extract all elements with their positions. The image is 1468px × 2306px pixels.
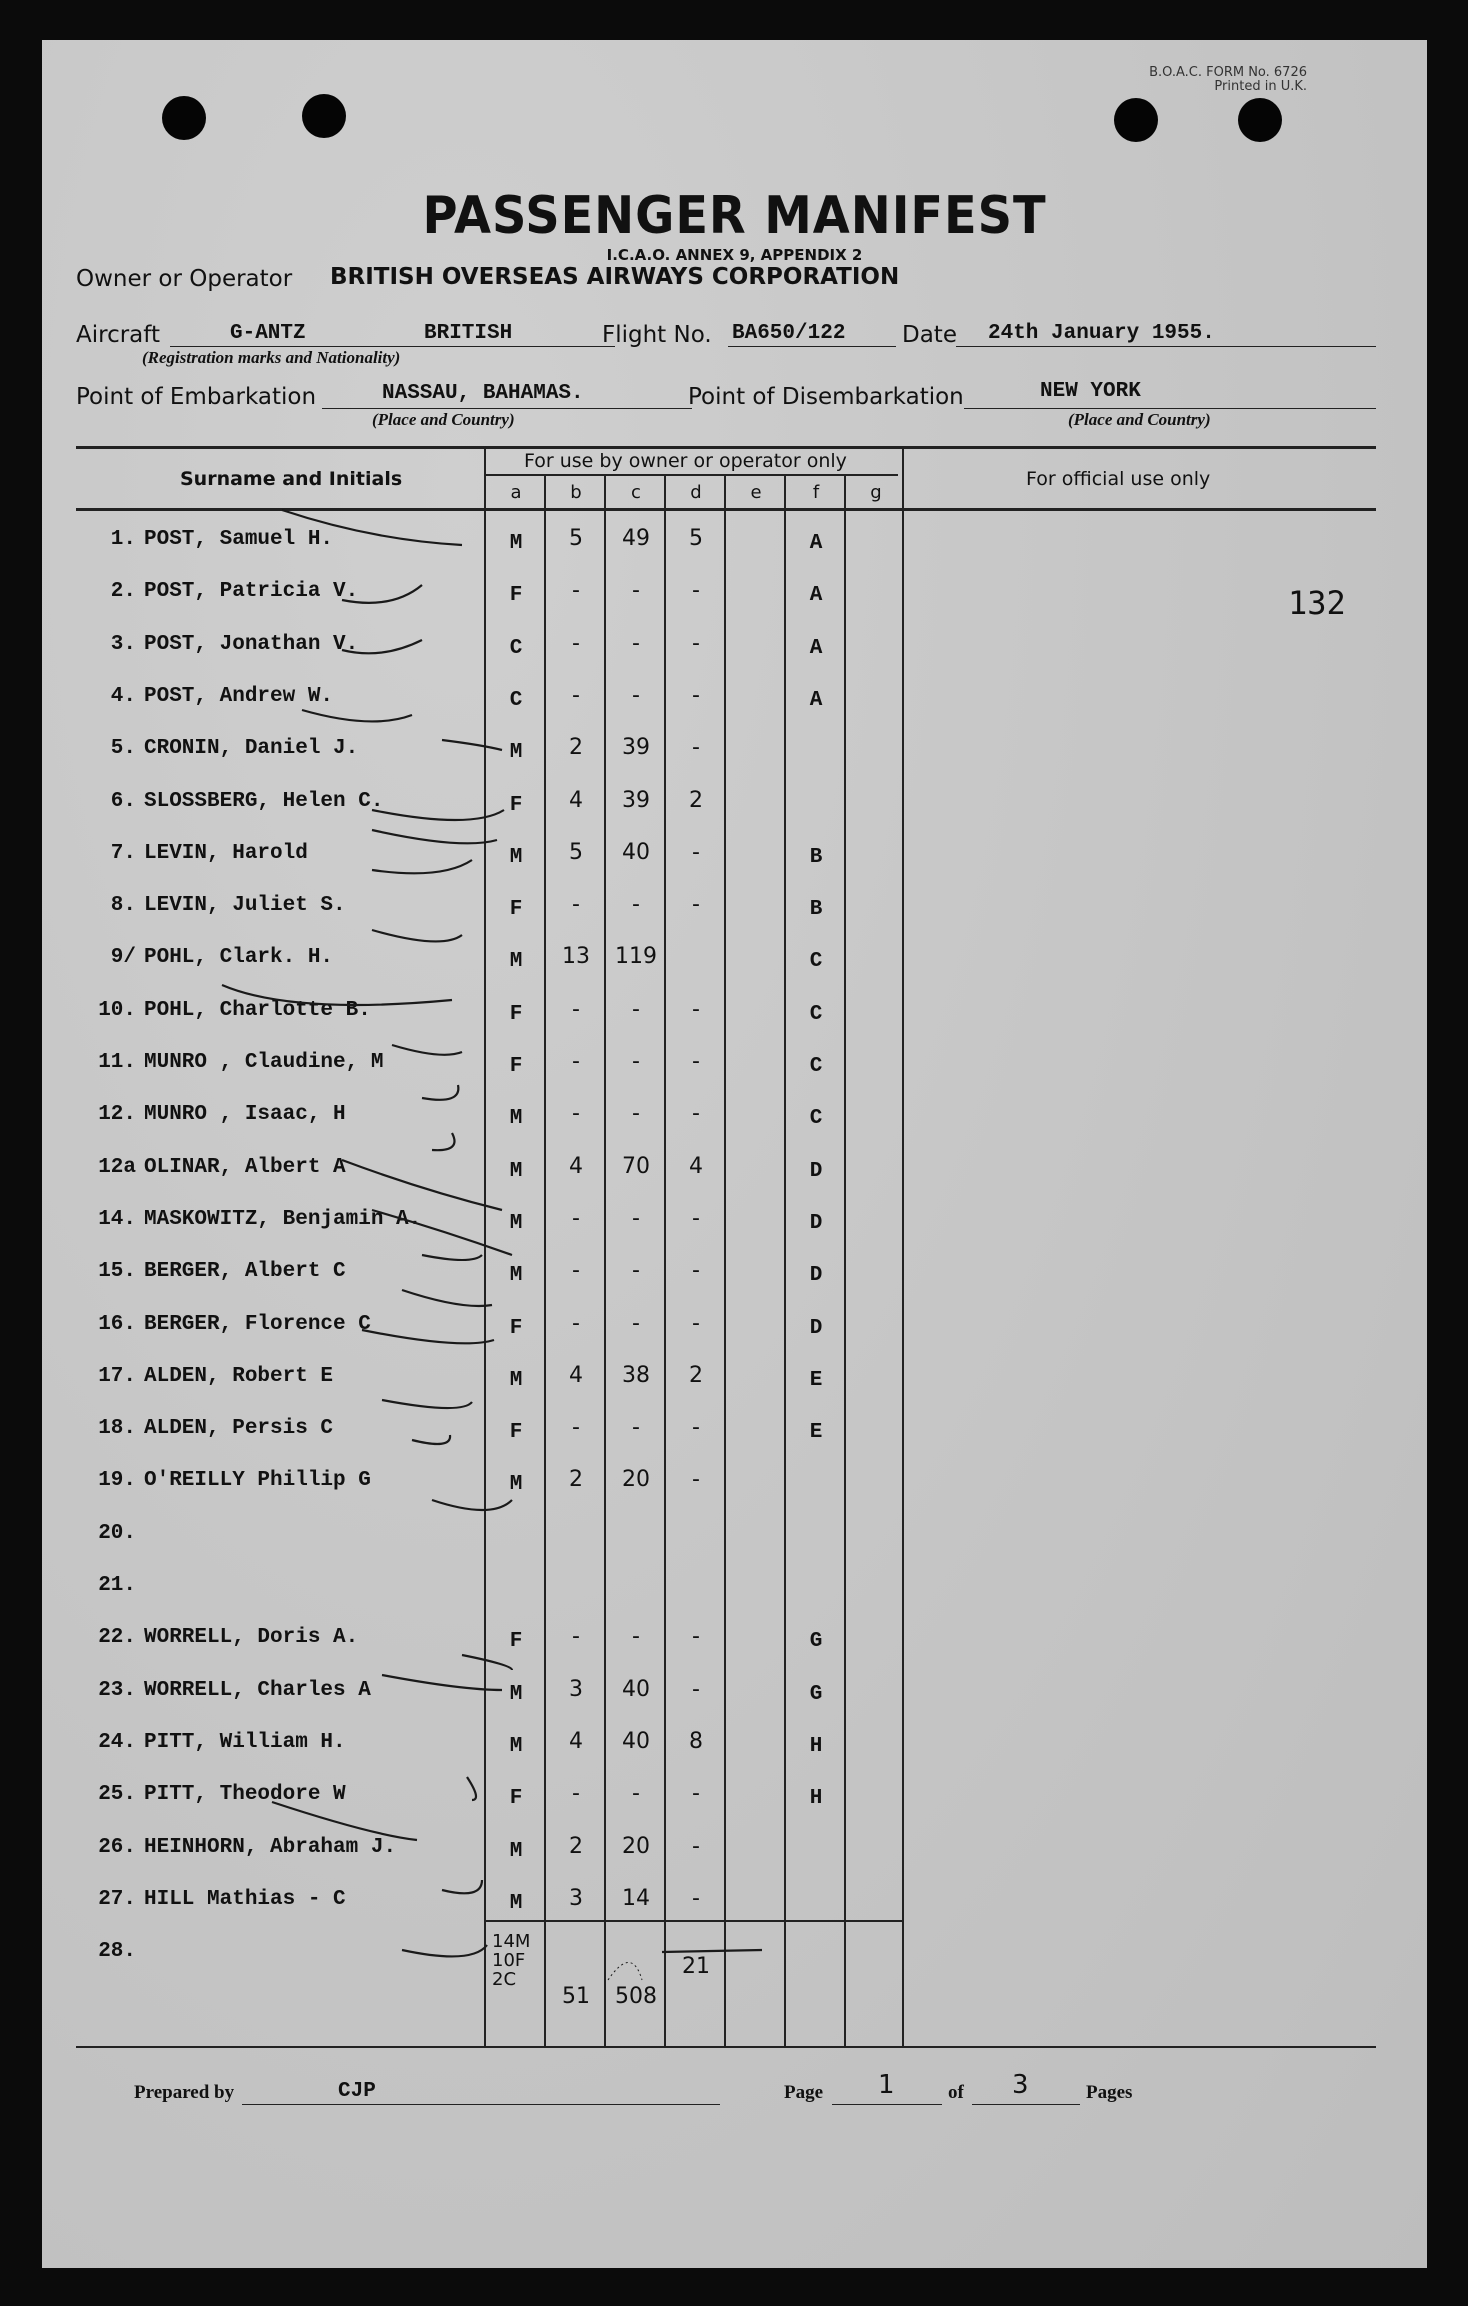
cell-a: F xyxy=(509,1787,523,1810)
page-label: Page xyxy=(784,2082,824,2103)
cell-d: - xyxy=(692,1258,700,1283)
form-number: B.O.A.C. FORM No. 6726 Printed in U.K. xyxy=(1149,65,1307,94)
cell-a: M xyxy=(509,1735,523,1758)
row-number: 21. xyxy=(98,1574,136,1597)
cell-f: C xyxy=(809,1003,823,1026)
passenger-name: MUNRO , Claudine, M xyxy=(144,1051,384,1074)
official-use-number: 132 xyxy=(1288,584,1346,622)
passenger-name: WORRELL, Charles A xyxy=(144,1679,371,1702)
cell-c: - xyxy=(632,1415,640,1440)
cell-a: F xyxy=(509,1421,523,1444)
cell-a: M xyxy=(509,1683,523,1706)
cell-b: - xyxy=(572,1101,580,1126)
cell-b: 2 xyxy=(569,735,583,760)
cell-a: M xyxy=(509,1473,523,1496)
cell-d: 2 xyxy=(689,788,703,813)
cell-a: M xyxy=(509,1160,523,1183)
cell-f: H xyxy=(809,1787,823,1810)
flight-number: BA650/122 xyxy=(732,322,846,345)
cell-c: 20 xyxy=(622,1834,650,1859)
row-number: 14. xyxy=(98,1208,136,1231)
cell-b: - xyxy=(572,631,580,656)
cell-c: 40 xyxy=(622,840,650,865)
cell-f: E xyxy=(809,1369,823,1392)
cell-f: C xyxy=(809,950,823,973)
owner-value: BRITISH OVERSEAS AIRWAYS CORPORATION xyxy=(330,264,900,290)
row-number: 28. xyxy=(98,1940,136,1963)
column-d-header: d xyxy=(690,482,702,503)
passenger-name: POST, Patricia V. xyxy=(144,580,359,603)
column-g-header: g xyxy=(870,482,882,503)
cell-a: M xyxy=(509,950,523,973)
pages-label: Pages xyxy=(1086,2082,1133,2103)
cell-c: - xyxy=(632,1101,640,1126)
prepared-by-value: CJP xyxy=(338,2080,376,2103)
cell-c: - xyxy=(632,1258,640,1283)
cell-f: C xyxy=(809,1055,823,1078)
row-number: 6. xyxy=(110,790,136,813)
cell-d: - xyxy=(692,892,700,917)
cell-c: 119 xyxy=(615,944,657,969)
passenger-name: POST, Andrew W. xyxy=(144,685,334,708)
cell-a: C xyxy=(509,689,523,712)
cell-c: 70 xyxy=(622,1154,650,1179)
row-number: 19. xyxy=(98,1469,136,1492)
passenger-name: LEVIN, Harold xyxy=(144,842,308,865)
cell-b: 5 xyxy=(569,526,583,551)
row-number: 8. xyxy=(110,894,136,917)
cell-b: - xyxy=(572,578,580,603)
row-number: 25. xyxy=(98,1783,136,1806)
cell-a: F xyxy=(509,794,523,817)
row-number: 1. xyxy=(110,528,136,551)
cell-d: - xyxy=(692,997,700,1022)
passenger-name: BERGER, Florence C xyxy=(144,1313,371,1336)
cell-d: 8 xyxy=(689,1729,703,1754)
cell-b: - xyxy=(572,892,580,917)
cell-b: - xyxy=(572,1206,580,1231)
cell-d: - xyxy=(692,1624,700,1649)
row-number: 12. xyxy=(98,1103,136,1126)
cell-c: - xyxy=(632,1311,640,1336)
cell-f: H xyxy=(809,1735,823,1758)
surname-header: Surname and Initials xyxy=(180,468,403,490)
registration-note: (Registration marks and Nationality) xyxy=(142,348,401,367)
handwritten-tick-marks xyxy=(42,40,1427,2268)
cell-d: - xyxy=(692,840,700,865)
cell-d: - xyxy=(692,735,700,760)
embarkation-value: NASSAU, BAHAMAS. xyxy=(382,382,584,405)
passenger-name: HILL Mathias - C xyxy=(144,1888,346,1911)
cell-d: - xyxy=(692,1311,700,1336)
passenger-name: OLINAR, Albert A xyxy=(144,1156,346,1179)
column-b-header: b xyxy=(570,482,582,503)
row-number: 27. xyxy=(98,1888,136,1911)
cell-f: G xyxy=(809,1630,823,1653)
row-number: 23. xyxy=(98,1679,136,1702)
row-number: 20. xyxy=(98,1522,136,1545)
cell-b: 5 xyxy=(569,840,583,865)
cell-b: 13 xyxy=(562,944,590,969)
owner-label: Owner or Operator xyxy=(76,266,293,292)
cell-f: A xyxy=(809,637,823,660)
row-number: 11. xyxy=(98,1051,136,1074)
cell-c: 39 xyxy=(622,788,650,813)
disembarkation-value: NEW YORK xyxy=(1040,380,1141,403)
cell-d: - xyxy=(692,1049,700,1074)
cell-f: D xyxy=(809,1212,823,1235)
row-number: 24. xyxy=(98,1731,136,1754)
passenger-name: POST, Jonathan V. xyxy=(144,633,359,656)
passenger-name: MUNRO , Isaac, H xyxy=(144,1103,346,1126)
column-a-header: a xyxy=(510,482,522,503)
cell-b: 4 xyxy=(569,1729,583,1754)
cell-b: - xyxy=(572,1781,580,1806)
cell-f: B xyxy=(809,898,823,921)
row-number: 18. xyxy=(98,1417,136,1440)
cell-f: A xyxy=(809,532,823,555)
cell-c: - xyxy=(632,683,640,708)
flight-label: Flight No. xyxy=(602,322,712,348)
cell-c: - xyxy=(632,578,640,603)
cell-a: M xyxy=(509,1212,523,1235)
passenger-name: HEINHORN, Abraham J. xyxy=(144,1836,397,1859)
cell-a: M xyxy=(509,1107,523,1130)
of-label: of xyxy=(948,2082,964,2103)
operator-use-header: For use by owner or operator only xyxy=(524,450,847,472)
row-number: 4. xyxy=(110,685,136,708)
row-number: 17. xyxy=(98,1365,136,1388)
cell-f: A xyxy=(809,584,823,607)
aircraft-registration: G-ANTZ xyxy=(230,322,306,345)
cell-a: M xyxy=(509,1369,523,1392)
cell-d: 4 xyxy=(689,1154,703,1179)
cell-b: 3 xyxy=(569,1677,583,1702)
column-e-header: e xyxy=(750,482,762,503)
cell-f: C xyxy=(809,1107,823,1130)
cell-a: F xyxy=(509,584,523,607)
passenger-name: O'REILLY Phillip G xyxy=(144,1469,371,1492)
row-number: 15. xyxy=(98,1260,136,1283)
cell-a: M xyxy=(509,532,523,555)
cell-d: - xyxy=(692,683,700,708)
row-number: 16. xyxy=(98,1313,136,1336)
row-number: 10. xyxy=(98,999,136,1022)
row-number: 22. xyxy=(98,1626,136,1649)
row-number: 5. xyxy=(110,737,136,760)
total-c: 508 xyxy=(615,1984,657,2009)
cell-f: G xyxy=(809,1683,823,1706)
embarkation-note: (Place and Country) xyxy=(372,410,515,429)
passenger-name: SLOSSBERG, Helen C. xyxy=(144,790,384,813)
total-d: 21 xyxy=(682,1954,710,1979)
cell-d: - xyxy=(692,1886,700,1911)
cell-f: A xyxy=(809,689,823,712)
cell-c: - xyxy=(632,631,640,656)
embarkation-label: Point of Embarkation xyxy=(76,384,317,410)
official-use-header: For official use only xyxy=(1026,468,1211,490)
cell-c: 40 xyxy=(622,1677,650,1702)
cell-a: M xyxy=(509,1892,523,1915)
cell-a: M xyxy=(509,741,523,764)
cell-d: - xyxy=(692,1677,700,1702)
manifest-sheet xyxy=(42,40,1427,2268)
total-b: 51 xyxy=(562,1984,590,2009)
cell-b: - xyxy=(572,683,580,708)
cell-b: - xyxy=(572,1311,580,1336)
passenger-name: POST, Samuel H. xyxy=(144,528,334,551)
cell-a: F xyxy=(509,1630,523,1653)
cell-d: 2 xyxy=(689,1363,703,1388)
cell-b: 4 xyxy=(569,1154,583,1179)
passenger-name: POHL, Charlotte B. xyxy=(144,999,371,1022)
cell-c: - xyxy=(632,1206,640,1231)
disembarkation-label: Point of Disembarkation xyxy=(688,384,964,410)
column-c-header: c xyxy=(631,482,641,503)
cell-a: M xyxy=(509,1264,523,1287)
cell-b: - xyxy=(572,1624,580,1649)
cell-d: - xyxy=(692,1781,700,1806)
passenger-name: ALDEN, Persis C xyxy=(144,1417,334,1440)
passenger-name: LEVIN, Juliet S. xyxy=(144,894,346,917)
cell-b: 2 xyxy=(569,1467,583,1492)
passenger-name: ALDEN, Robert E xyxy=(144,1365,334,1388)
cell-d: - xyxy=(692,1101,700,1126)
cell-a: F xyxy=(509,898,523,921)
row-number: 9/ xyxy=(110,946,136,969)
row-number: 7. xyxy=(110,842,136,865)
cell-f: D xyxy=(809,1317,823,1340)
cell-d: - xyxy=(692,631,700,656)
cell-d: - xyxy=(692,1467,700,1492)
passenger-name: BERGER, Albert C xyxy=(144,1260,346,1283)
cell-c: - xyxy=(632,1624,640,1649)
cell-f: D xyxy=(809,1264,823,1287)
column-f-header: f xyxy=(812,482,820,503)
cell-a: F xyxy=(509,1055,523,1078)
aircraft-nationality: BRITISH xyxy=(424,322,513,345)
cell-c: 49 xyxy=(622,526,650,551)
cell-f: B xyxy=(809,846,823,869)
cell-d: - xyxy=(692,1415,700,1440)
aircraft-label: Aircraft xyxy=(76,322,160,348)
page-total: 3 xyxy=(1012,2070,1029,2100)
page-number: 1 xyxy=(878,2070,895,2100)
cell-b: 4 xyxy=(569,1363,583,1388)
cell-c: 40 xyxy=(622,1729,650,1754)
cell-d: - xyxy=(692,578,700,603)
passenger-name: CRONIN, Daniel J. xyxy=(144,737,359,760)
cell-c: 39 xyxy=(622,735,650,760)
cell-b: - xyxy=(572,1258,580,1283)
cell-d: - xyxy=(692,1206,700,1231)
row-number: 3. xyxy=(110,633,136,656)
cell-c: 20 xyxy=(622,1467,650,1492)
cell-a: C xyxy=(509,637,523,660)
flight-date: 24th January 1955. xyxy=(988,322,1215,345)
page-title: PASSENGER MANIFEST xyxy=(422,186,1047,246)
cell-c: - xyxy=(632,1781,640,1806)
passenger-name: PITT, William H. xyxy=(144,1731,346,1754)
passenger-name: MASKOWITZ, Benjamin A. xyxy=(144,1208,422,1231)
cell-f: D xyxy=(809,1160,823,1183)
cell-c: - xyxy=(632,892,640,917)
cell-b: 3 xyxy=(569,1886,583,1911)
cell-a: M xyxy=(509,846,523,869)
cell-a: M xyxy=(509,1840,523,1863)
passenger-name: PITT, Theodore W xyxy=(144,1783,346,1806)
passenger-name: WORRELL, Doris A. xyxy=(144,1626,359,1649)
cell-d: 5 xyxy=(689,526,703,551)
cell-b: 2 xyxy=(569,1834,583,1859)
prepared-by-label: Prepared by xyxy=(134,2082,235,2103)
cell-c: - xyxy=(632,997,640,1022)
cell-c: 14 xyxy=(622,1886,650,1911)
cell-c: 38 xyxy=(622,1363,650,1388)
cell-a: F xyxy=(509,1317,523,1340)
cell-c: - xyxy=(632,1049,640,1074)
row-number: 26. xyxy=(98,1836,136,1859)
date-label: Date xyxy=(902,322,957,348)
row-number: 2. xyxy=(110,580,136,603)
passenger-name: POHL, Clark. H. xyxy=(144,946,334,969)
page-subtitle: I.C.A.O. ANNEX 9, APPENDIX 2 xyxy=(606,246,863,264)
cell-b: - xyxy=(572,1049,580,1074)
cell-b: - xyxy=(572,997,580,1022)
cell-d: - xyxy=(692,1834,700,1859)
cell-b: 4 xyxy=(569,788,583,813)
cell-a: F xyxy=(509,1003,523,1026)
cell-b: - xyxy=(572,1415,580,1440)
disembarkation-note: (Place and Country) xyxy=(1068,410,1211,429)
row-number: 12a xyxy=(98,1156,136,1179)
total-a: 14M 10F 2C xyxy=(492,1931,531,1990)
cell-f: E xyxy=(809,1421,823,1444)
